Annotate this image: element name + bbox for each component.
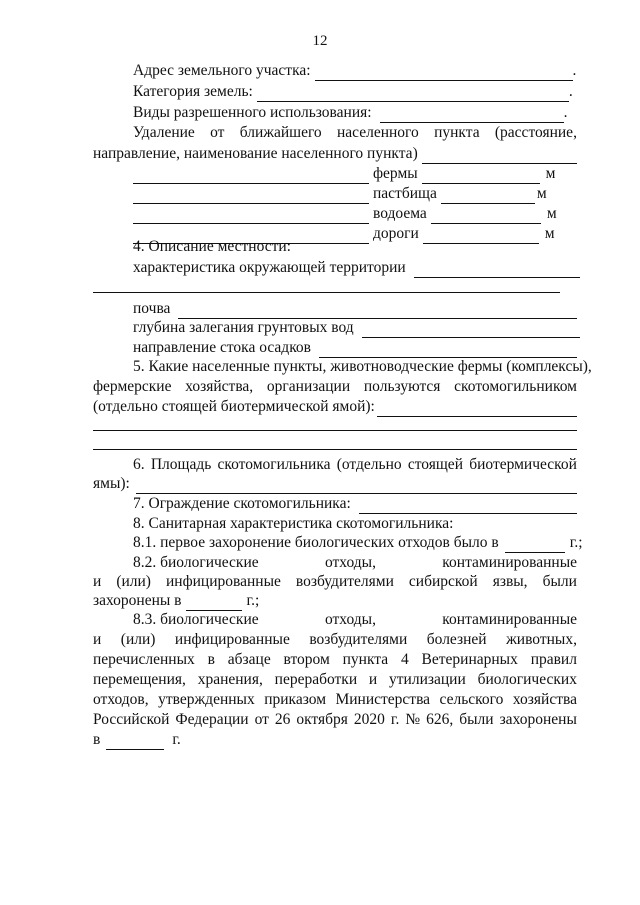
distance-road-line: дороги м	[133, 224, 577, 244]
section4-title: 4. Описание местности:	[133, 238, 291, 255]
nearest-settlement-field[interactable]	[422, 148, 577, 164]
pasture-name-field[interactable]	[133, 188, 369, 204]
farm-distance-field[interactable]	[422, 168, 540, 184]
runoff-line: направление стока осадков	[133, 338, 577, 358]
section7-line: 7. Ограждение скотомогильника:	[133, 494, 577, 514]
item-8-1-line: 8.1. первое захоронение биологических отходов было в г.;	[133, 534, 583, 551]
distance-pasture-line: пастбища м	[133, 184, 577, 204]
fence-field[interactable]	[359, 498, 577, 514]
users-field-continuation-2[interactable]	[93, 449, 577, 450]
distance-line-2: направление, наименование населенного пункта)	[93, 144, 577, 164]
water-distance-field[interactable]	[431, 208, 541, 224]
section6-line-1: 6. Площадь скотомогильника (отдельно стоящей биотермической	[133, 456, 577, 473]
land-category-label: Категория земель:	[133, 83, 253, 100]
soil-line: почва	[133, 299, 577, 319]
distance-farm-line: фермы м	[133, 164, 577, 184]
water-name-field[interactable]	[133, 208, 369, 224]
item-8-3-line-6: Российской Федерации от 26 октября 2020 г. № 626, были захоронены	[93, 711, 577, 728]
anthrax-burial-year-field[interactable]	[186, 595, 242, 611]
soil-field[interactable]	[178, 303, 577, 319]
address-label: Адрес земельного участка:	[133, 62, 311, 79]
first-burial-year-field[interactable]	[505, 537, 565, 553]
distance-water-line: водоема м	[133, 204, 577, 224]
section5-line-2: фермерские хозяйства, организации пользуются скотомогильником	[93, 378, 577, 395]
address-field[interactable]	[315, 65, 573, 81]
surroundings-line: характеристика окружающей территории	[133, 258, 577, 278]
surroundings-field-continuation[interactable]	[93, 292, 560, 293]
section8-title: 8. Санитарная характеристика скотомогильника:	[133, 515, 454, 532]
surroundings-field[interactable]	[414, 262, 580, 278]
item-8-3-line-1: 8.3. биологические отходы, контаминированные	[133, 611, 577, 628]
item-8-2-line-3: захоронены в г.;	[93, 592, 260, 609]
users-field-continuation-1[interactable]	[93, 430, 577, 431]
area-field[interactable]	[136, 478, 577, 494]
groundwater-field[interactable]	[362, 322, 580, 338]
item-8-3-line-7: в г.	[93, 731, 181, 748]
permitted-use-line: Виды разрешенного использования: .	[133, 104, 568, 121]
permitted-use-label: Виды разрешенного использования:	[133, 104, 372, 121]
disease-burial-year-field[interactable]	[106, 734, 164, 750]
section6-line-2: ямы):	[93, 474, 577, 494]
item-8-2-line-2: и (или) инфицированные возбудителями сибирской язвы, были	[93, 573, 577, 590]
item-8-3-line-2: и (или) инфицированные возбудителями болезней животных,	[93, 631, 577, 648]
groundwater-line: глубина залегания грунтовых вод	[133, 318, 577, 338]
pasture-distance-field[interactable]	[441, 188, 535, 204]
section5-line-1: 5. Какие населенные пункты, животноводческие фермы (комплексы),	[133, 358, 592, 375]
permitted-use-field[interactable]	[380, 107, 564, 123]
runoff-field[interactable]	[319, 342, 577, 358]
land-category-line: Категория земель: .	[133, 83, 573, 100]
users-field[interactable]	[377, 401, 577, 417]
item-8-3-line-3: перечисленных в абзаце втором пункта 4 Ветеринарных правил	[93, 651, 577, 668]
land-category-field[interactable]	[257, 86, 569, 102]
farm-name-field[interactable]	[133, 168, 369, 184]
item-8-3-line-5: отходов, утвержденных приказом Министерства сельского хозяйства	[93, 691, 577, 708]
distance-line-1: Удаление от ближайшего населенного пункта (расстояние,	[133, 124, 577, 141]
item-8-3-line-4: перемещения, хранения, переработки и утилизации биологических	[93, 671, 577, 688]
address-line: Адрес земельного участка: .	[133, 62, 577, 79]
page-number: 12	[312, 33, 328, 49]
item-8-2-line-1: 8.2. биологические отходы, контаминированные	[133, 554, 577, 571]
section5-line-3: (отдельно стоящей биотермической ямой):	[93, 397, 577, 417]
